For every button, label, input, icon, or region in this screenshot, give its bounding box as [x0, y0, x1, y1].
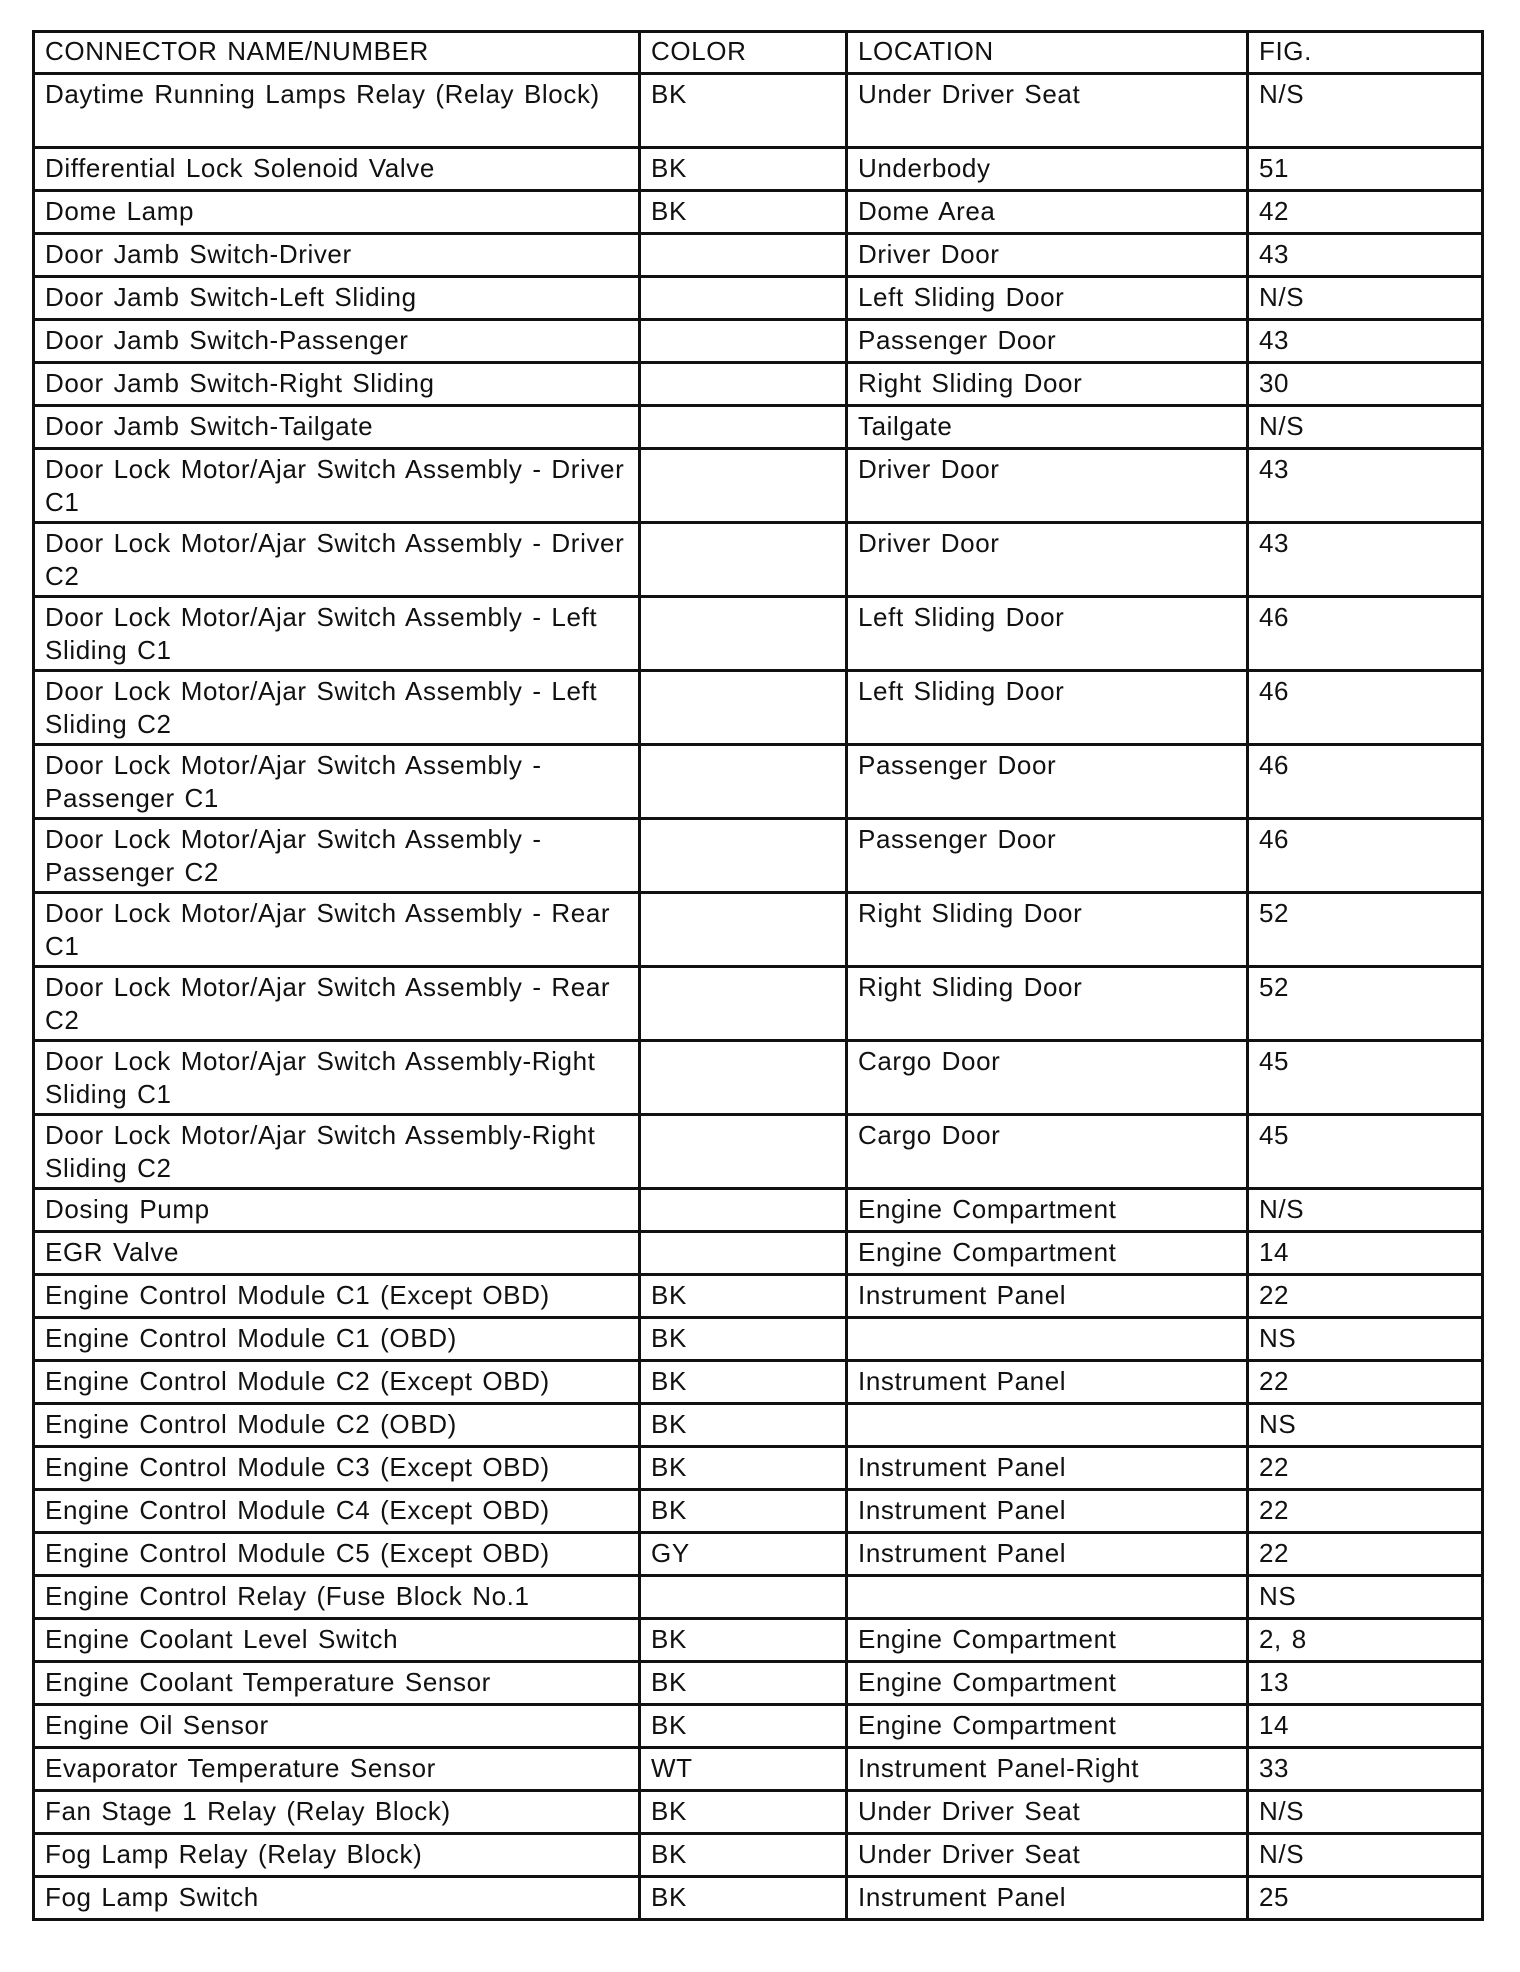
- fig-cell: 14: [1248, 1232, 1483, 1275]
- connector-name-cell: Door Jamb Switch-Passenger: [34, 320, 640, 363]
- color-cell: [640, 1041, 847, 1115]
- table-row: [34, 148, 1483, 191]
- connector-name-cell: EGR Valve: [34, 1232, 640, 1275]
- location-cell: Instrument Panel: [847, 1490, 1248, 1533]
- table-row: [34, 1318, 1483, 1361]
- table-row: [34, 406, 1483, 449]
- connector-name-cell: Engine Control Module C3 (Except OBD): [34, 1447, 640, 1490]
- fig-cell: 51: [1248, 148, 1483, 191]
- color-cell: BK: [640, 148, 847, 191]
- location-cell: Under Driver Seat: [847, 1791, 1248, 1834]
- color-cell: [640, 967, 847, 1041]
- color-cell: BK: [640, 1318, 847, 1361]
- connector-name-cell: Door Lock Motor/Ajar Switch Assembly - Rear C1: [34, 893, 640, 967]
- table-row: [34, 1662, 1483, 1705]
- color-cell: BK: [640, 1834, 847, 1877]
- connector-name-cell: Engine Oil Sensor: [34, 1705, 640, 1748]
- table-row: [34, 1404, 1483, 1447]
- table-row: [34, 1877, 1483, 1920]
- location-cell: [847, 1576, 1248, 1619]
- connector-name-cell: Door Lock Motor/Ajar Switch Assembly - Left Sliding C1: [34, 597, 640, 671]
- connector-name-cell: Engine Control Module C2 (OBD): [34, 1404, 640, 1447]
- location-cell: Passenger Door: [847, 819, 1248, 893]
- connector-name-cell: Door Lock Motor/Ajar Switch Assembly-Right Sliding C1: [34, 1041, 640, 1115]
- location-cell: Underbody: [847, 148, 1248, 191]
- fig-cell: 46: [1248, 819, 1483, 893]
- color-cell: BK: [640, 1404, 847, 1447]
- location-cell: Passenger Door: [847, 745, 1248, 819]
- fig-cell: 52: [1248, 893, 1483, 967]
- table-row: [34, 1189, 1483, 1232]
- table-row: [34, 819, 1483, 893]
- fig-cell: NS: [1248, 1318, 1483, 1361]
- color-cell: [640, 1115, 847, 1189]
- location-cell: Right Sliding Door: [847, 893, 1248, 967]
- fig-cell: 52: [1248, 967, 1483, 1041]
- location-cell: Instrument Panel-Right: [847, 1748, 1248, 1791]
- connector-name-cell: Engine Control Module C1 (Except OBD): [34, 1275, 640, 1318]
- location-cell: Under Driver Seat: [847, 1834, 1248, 1877]
- fig-cell: 46: [1248, 745, 1483, 819]
- color-cell: [640, 320, 847, 363]
- table-row: [34, 363, 1483, 406]
- color-cell: BK: [640, 1490, 847, 1533]
- connector-name-cell: Engine Control Module C1 (OBD): [34, 1318, 640, 1361]
- header-row: [34, 32, 1483, 74]
- header-color: COLOR: [640, 32, 847, 74]
- table-row: [34, 1232, 1483, 1275]
- connector-name-cell: Door Lock Motor/Ajar Switch Assembly-Right Sliding C2: [34, 1115, 640, 1189]
- connector-name-cell: Door Lock Motor/Ajar Switch Assembly - Left Sliding C2: [34, 671, 640, 745]
- fig-cell: N/S: [1248, 277, 1483, 320]
- connector-name-cell: Door Lock Motor/Ajar Switch Assembly - Driver C2: [34, 523, 640, 597]
- color-cell: BK: [640, 1447, 847, 1490]
- table-row: [34, 1705, 1483, 1748]
- location-cell: Left Sliding Door: [847, 597, 1248, 671]
- color-cell: BK: [640, 1877, 847, 1920]
- connector-name-cell: Engine Coolant Level Switch: [34, 1619, 640, 1662]
- table-body: [34, 74, 1483, 1920]
- color-cell: [640, 1232, 847, 1275]
- location-cell: Driver Door: [847, 523, 1248, 597]
- connector-name-cell: Door Lock Motor/Ajar Switch Assembly - Rear C2: [34, 967, 640, 1041]
- fig-cell: 43: [1248, 523, 1483, 597]
- color-cell: [640, 523, 847, 597]
- color-cell: [640, 1576, 847, 1619]
- fig-cell: 22: [1248, 1361, 1483, 1404]
- color-cell: [640, 234, 847, 277]
- table-row: [34, 1447, 1483, 1490]
- fig-cell: 45: [1248, 1041, 1483, 1115]
- location-cell: Instrument Panel: [847, 1275, 1248, 1318]
- location-cell: Engine Compartment: [847, 1189, 1248, 1232]
- location-cell: Right Sliding Door: [847, 363, 1248, 406]
- table-row: [34, 597, 1483, 671]
- location-cell: [847, 1318, 1248, 1361]
- color-cell: BK: [640, 1791, 847, 1834]
- color-cell: [640, 363, 847, 406]
- fig-cell: 46: [1248, 671, 1483, 745]
- table-row: [34, 1791, 1483, 1834]
- table-row: [34, 671, 1483, 745]
- table-row: [34, 1115, 1483, 1189]
- location-cell: Tailgate: [847, 406, 1248, 449]
- color-cell: [640, 671, 847, 745]
- fig-cell: N/S: [1248, 1834, 1483, 1877]
- fig-cell: NS: [1248, 1404, 1483, 1447]
- color-cell: [640, 745, 847, 819]
- table-row: [34, 74, 1483, 148]
- table-row: [34, 1619, 1483, 1662]
- color-cell: [640, 597, 847, 671]
- location-cell: Under Driver Seat: [847, 74, 1248, 148]
- table-row: [34, 1576, 1483, 1619]
- location-cell: Instrument Panel: [847, 1447, 1248, 1490]
- fig-cell: 45: [1248, 1115, 1483, 1189]
- header-connector-name: CONNECTOR NAME/NUMBER: [34, 32, 640, 74]
- connector-table: [32, 30, 1484, 1921]
- connector-name-cell: Fan Stage 1 Relay (Relay Block): [34, 1791, 640, 1834]
- location-cell: Engine Compartment: [847, 1705, 1248, 1748]
- location-cell: Driver Door: [847, 449, 1248, 523]
- fig-cell: 22: [1248, 1490, 1483, 1533]
- table-row: [34, 967, 1483, 1041]
- location-cell: Left Sliding Door: [847, 277, 1248, 320]
- table-row: [34, 277, 1483, 320]
- connector-name-cell: Door Lock Motor/Ajar Switch Assembly - Passenger C2: [34, 819, 640, 893]
- color-cell: BK: [640, 1619, 847, 1662]
- color-cell: [640, 406, 847, 449]
- location-cell: Engine Compartment: [847, 1619, 1248, 1662]
- location-cell: Dome Area: [847, 191, 1248, 234]
- table-row: [34, 449, 1483, 523]
- fig-cell: 46: [1248, 597, 1483, 671]
- fig-cell: 13: [1248, 1662, 1483, 1705]
- connector-name-cell: Dome Lamp: [34, 191, 640, 234]
- table-row: [34, 191, 1483, 234]
- fig-cell: 22: [1248, 1533, 1483, 1576]
- connector-name-cell: Engine Control Relay (Fuse Block No.1: [34, 1576, 640, 1619]
- color-cell: [640, 449, 847, 523]
- location-cell: Left Sliding Door: [847, 671, 1248, 745]
- connector-name-cell: Fog Lamp Switch: [34, 1877, 640, 1920]
- fig-cell: 30: [1248, 363, 1483, 406]
- color-cell: [640, 819, 847, 893]
- location-cell: Engine Compartment: [847, 1662, 1248, 1705]
- table-row: [34, 1361, 1483, 1404]
- location-cell: Right Sliding Door: [847, 967, 1248, 1041]
- connector-name-cell: Door Jamb Switch-Driver: [34, 234, 640, 277]
- fig-cell: 43: [1248, 234, 1483, 277]
- location-cell: Instrument Panel: [847, 1361, 1248, 1404]
- fig-cell: N/S: [1248, 406, 1483, 449]
- location-cell: Engine Compartment: [847, 1232, 1248, 1275]
- table-row: [34, 1533, 1483, 1576]
- connector-name-cell: Door Jamb Switch-Tailgate: [34, 406, 640, 449]
- table-row: [34, 745, 1483, 819]
- connector-name-cell: Daytime Running Lamps Relay (Relay Block): [34, 74, 640, 148]
- fig-cell: 22: [1248, 1447, 1483, 1490]
- fig-cell: NS: [1248, 1576, 1483, 1619]
- location-cell: Instrument Panel: [847, 1533, 1248, 1576]
- fig-cell: N/S: [1248, 1791, 1483, 1834]
- location-cell: Driver Door: [847, 234, 1248, 277]
- color-cell: BK: [640, 1361, 847, 1404]
- location-cell: [847, 1404, 1248, 1447]
- header-fig: FIG.: [1248, 32, 1483, 74]
- color-cell: WT: [640, 1748, 847, 1791]
- connector-name-cell: Engine Control Module C2 (Except OBD): [34, 1361, 640, 1404]
- color-cell: [640, 893, 847, 967]
- color-cell: [640, 277, 847, 320]
- connector-name-cell: Differential Lock Solenoid Valve: [34, 148, 640, 191]
- fig-cell: 43: [1248, 449, 1483, 523]
- header-location: LOCATION: [847, 32, 1248, 74]
- connector-name-cell: Evaporator Temperature Sensor: [34, 1748, 640, 1791]
- color-cell: GY: [640, 1533, 847, 1576]
- color-cell: BK: [640, 1662, 847, 1705]
- table-row: [34, 1275, 1483, 1318]
- connector-name-cell: Door Lock Motor/Ajar Switch Assembly - Driver C1: [34, 449, 640, 523]
- location-cell: Cargo Door: [847, 1041, 1248, 1115]
- table-row: [34, 893, 1483, 967]
- fig-cell: N/S: [1248, 1189, 1483, 1232]
- connector-name-cell: Engine Control Module C5 (Except OBD): [34, 1533, 640, 1576]
- table-row: [34, 1834, 1483, 1877]
- location-cell: Instrument Panel: [847, 1877, 1248, 1920]
- color-cell: BK: [640, 191, 847, 234]
- location-cell: Cargo Door: [847, 1115, 1248, 1189]
- connector-name-cell: Dosing Pump: [34, 1189, 640, 1232]
- connector-name-cell: Door Jamb Switch-Left Sliding: [34, 277, 640, 320]
- color-cell: [640, 1189, 847, 1232]
- fig-cell: 14: [1248, 1705, 1483, 1748]
- table-row: [34, 234, 1483, 277]
- connector-name-cell: Fog Lamp Relay (Relay Block): [34, 1834, 640, 1877]
- connector-name-cell: Door Jamb Switch-Right Sliding: [34, 363, 640, 406]
- connector-name-cell: Door Lock Motor/Ajar Switch Assembly - Passenger C1: [34, 745, 640, 819]
- fig-cell: 22: [1248, 1275, 1483, 1318]
- fig-cell: 42: [1248, 191, 1483, 234]
- table-row: [34, 320, 1483, 363]
- color-cell: BK: [640, 1275, 847, 1318]
- fig-cell: 2, 8: [1248, 1619, 1483, 1662]
- table-row: [34, 523, 1483, 597]
- fig-cell: 25: [1248, 1877, 1483, 1920]
- location-cell: Passenger Door: [847, 320, 1248, 363]
- fig-cell: 43: [1248, 320, 1483, 363]
- fig-cell: 33: [1248, 1748, 1483, 1791]
- color-cell: BK: [640, 74, 847, 148]
- table-row: [34, 1041, 1483, 1115]
- connector-name-cell: Engine Control Module C4 (Except OBD): [34, 1490, 640, 1533]
- table-row: [34, 1490, 1483, 1533]
- fig-cell: N/S: [1248, 74, 1483, 148]
- color-cell: BK: [640, 1705, 847, 1748]
- table-row: [34, 1748, 1483, 1791]
- connector-name-cell: Engine Coolant Temperature Sensor: [34, 1662, 640, 1705]
